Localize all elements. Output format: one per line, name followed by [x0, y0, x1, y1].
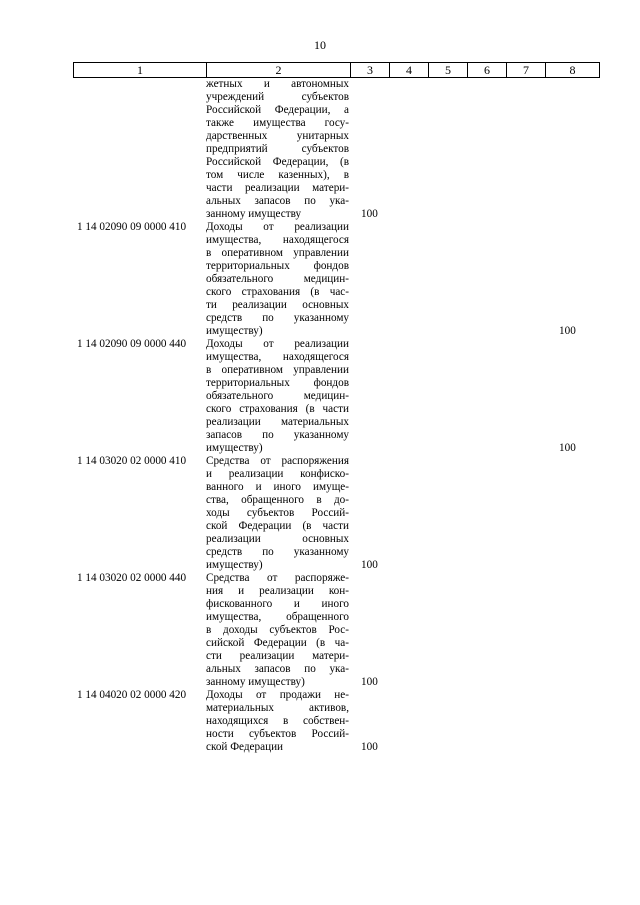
description-line: средств по указанному — [206, 546, 349, 558]
row-description — [206, 78, 349, 221]
description-line: жетных и автономных — [206, 78, 349, 90]
col3-value: 100 — [361, 741, 378, 753]
description-line: ской Федерации (в части — [206, 520, 349, 532]
description-line: предприятий субъектов — [206, 143, 349, 155]
description-line: материальных активов, — [206, 702, 349, 714]
description-line: ходы субъектов Россий- — [206, 507, 349, 519]
row-code: 1 14 04020 02 0000 420 — [77, 689, 187, 701]
description-line: средств по указанному — [206, 312, 349, 324]
header-col-2: 2 — [207, 63, 351, 78]
row-description — [206, 221, 349, 338]
table-row — [73, 338, 599, 455]
description-line: имущества, находящегося — [206, 234, 349, 246]
description-line: Российской Федерации, (в — [206, 156, 349, 168]
description-line: обязательного медицин- — [206, 273, 349, 285]
description-line: в доходы субъектов Рос- — [206, 624, 349, 636]
description-line: имущества, находящегося — [206, 351, 349, 363]
row-code: 1 14 02090 09 0000 410 — [77, 221, 187, 233]
header-col-4: 4 — [390, 63, 429, 78]
description-line: учреждений субъектов — [206, 91, 349, 103]
row-description — [206, 338, 349, 455]
col3-value: 100 — [361, 559, 378, 571]
row-code: 1 14 03020 02 0000 410 — [77, 455, 187, 467]
row-code: 1 14 02090 09 0000 440 — [77, 338, 187, 350]
description-line: Российской Федерации, а — [206, 104, 349, 116]
header-col-5: 5 — [429, 63, 468, 78]
description-line: имущества, обращенного — [206, 611, 349, 623]
description-line: ти реализации основных — [206, 299, 349, 311]
description-line: сийской Федерации (в ча- — [206, 637, 349, 649]
description-line: альных запасов по ука- — [206, 195, 349, 207]
header-col-7: 7 — [507, 63, 546, 78]
description-line: дарственных унитарных — [206, 130, 349, 142]
description-line: реализации основных — [206, 533, 349, 545]
table-row — [73, 689, 599, 754]
table-row — [73, 221, 599, 338]
description-line: занному имуществу — [206, 208, 302, 220]
table-row — [73, 455, 599, 572]
description-line: имуществу) — [206, 325, 263, 337]
header-col-6: 6 — [468, 63, 507, 78]
header-col-8: 8 — [546, 63, 600, 78]
description-line: Средства от распоряже- — [206, 572, 349, 584]
description-line: ства, обращенного в до- — [206, 494, 349, 506]
description-line: территориальных фондов — [206, 377, 349, 389]
col8-value: 100 — [559, 325, 576, 337]
table-row — [73, 78, 599, 221]
description-line: и реализации конфиско- — [206, 468, 349, 480]
description-line: том числе казенных), в — [206, 169, 349, 181]
description-line: альных запасов по ука- — [206, 663, 349, 675]
description-line: имуществу) — [206, 442, 263, 454]
table-header — [73, 62, 600, 78]
description-line: ния и реализации кон- — [206, 585, 349, 597]
description-line: ности субъектов Россий- — [206, 728, 349, 740]
description-line: части реализации матери- — [206, 182, 349, 194]
description-line: Средства от распоряжения — [206, 455, 349, 467]
col3-value: 100 — [361, 208, 378, 220]
description-line: обязательного медицин- — [206, 390, 349, 402]
description-line: также имущества госу- — [206, 117, 349, 129]
description-line: имуществу) — [206, 559, 263, 571]
table-body — [73, 78, 599, 754]
description-line: фискованного и иного — [206, 598, 349, 610]
description-line: в оперативном управлении — [206, 247, 349, 259]
description-line: находящихся в собствен- — [206, 715, 349, 727]
description-line: реализации материальных — [206, 416, 349, 428]
row-description — [206, 455, 349, 572]
row-description — [206, 572, 349, 689]
description-line: Доходы от реализации — [206, 221, 349, 233]
col3-value: 100 — [361, 676, 378, 688]
description-line: ского страхования (в час- — [206, 286, 349, 298]
row-description — [206, 689, 349, 754]
page-number: 10 — [314, 38, 326, 52]
header-col-3: 3 — [351, 63, 390, 78]
header-col-1: 1 — [74, 63, 207, 78]
description-line: в оперативном управлении — [206, 364, 349, 376]
description-line: ского страхования (в части — [206, 403, 349, 415]
description-line: Доходы от реализации — [206, 338, 349, 350]
description-line: сти реализации матери- — [206, 650, 349, 662]
description-line: запасов по указанному — [206, 429, 349, 441]
description-line: территориальных фондов — [206, 260, 349, 272]
description-line: ванного и иного имуще- — [206, 481, 349, 493]
description-line: занному имуществу) — [206, 676, 305, 688]
description-line: Доходы от продажи не- — [206, 689, 349, 701]
col8-value: 100 — [559, 442, 576, 454]
table-row — [73, 572, 599, 689]
description-line: ской Федерации — [206, 741, 284, 753]
row-code: 1 14 03020 02 0000 440 — [77, 572, 187, 584]
